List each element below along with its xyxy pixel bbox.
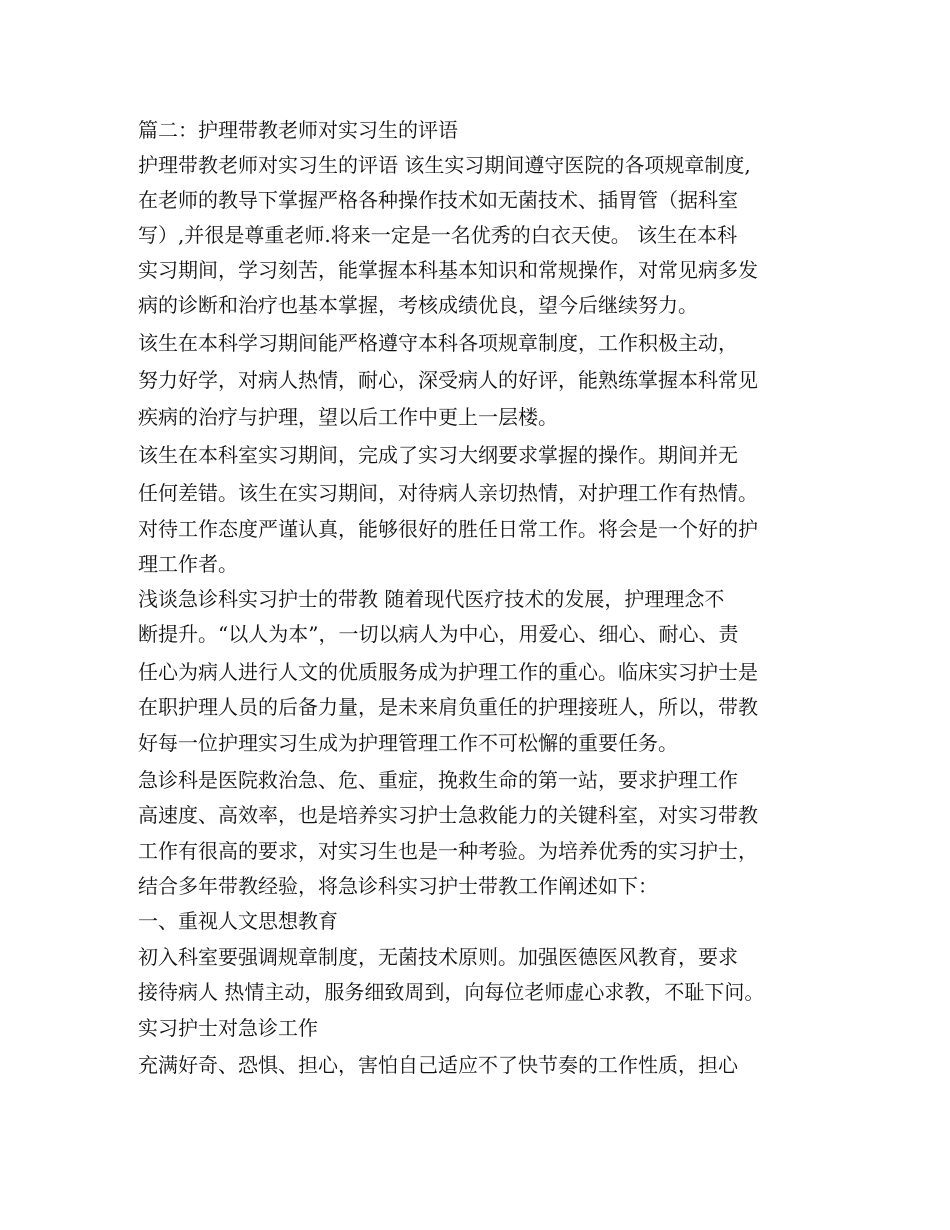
paragraph-line: 高速度、高效率，也是培养实习护士急救能力的关键科室，对实习带教 [138, 803, 758, 827]
paragraph-line: 急诊科是医院救治急、危、重症，挽救生命的第一站，要求护理工作 [138, 768, 738, 792]
paragraph-line: 护理带教老师对实习生的评语 该生实习期间遵守医院的各项规章制度, [138, 153, 751, 177]
paragraph-line: 断提升。“以人为本”，一切以病人为中心，用爱心、细心、耐心、责 [138, 622, 739, 646]
paragraph-line: 写）,并很是尊重老师.将来一定是一名优秀的白衣天使。 该生在本科 [138, 223, 738, 247]
paragraph-line: 好每一位护理实习生成为护理管理工作不可松懈的重要任务。 [138, 731, 678, 755]
paragraph-line: 初入科室要强调规章制度，无菌技术原则。加强医德医风教育，要求 [138, 945, 738, 969]
paragraph-line: 充满好奇、恐惧、担心，害怕自己适应不了快节奏的工作性质，担心 [138, 1053, 738, 1077]
paragraph-line: 结合多年带教经验，将急诊科实习护士带教工作阐述如下： [138, 874, 658, 898]
paragraph-line: 努力好学，对病人热情，耐心，深受病人的好评，能熟练掌握本科常见 [138, 368, 758, 392]
paragraph-line: 任何差错。该生在实习期间，对待病人亲切热情，对护理工作有热情。 [138, 481, 758, 505]
section-heading: 篇二：护理带教老师对实习生的评语 [138, 118, 458, 142]
subsection-heading: 一、重视人文思想教育 [138, 909, 338, 933]
paragraph-line: 理工作者。 [138, 552, 238, 576]
paragraph-line: 该生在本科学习期间能严格遵守本科各项规章制度，工作积极主动， [138, 331, 738, 355]
paragraph-line: 对待工作态度严谨认真，能够很好的胜任日常工作。将会是一个好的护 [138, 517, 758, 541]
paragraph-line: 实习期间，学习刻苦，能掌握本科基本知识和常规操作，对常见病多发 [138, 258, 758, 282]
paragraph-line: 工作有很高的要求，对实习生也是一种考验。为培养优秀的实习护士， [138, 839, 758, 863]
paragraph-line: 病的诊断和治疗也基本掌握，考核成绩优良，望今后继续努力。 [138, 293, 698, 317]
paragraph-line: 疾病的治疗与护理，望以后工作中更上一层楼。 [138, 405, 558, 429]
paragraph-line: 在职护理人员的后备力量，是未来肩负重任的护理接班人，所以，带教 [138, 695, 758, 719]
paragraph-line: 在老师的教导下掌握严格各种操作技术如无菌技术、插胃管（据科室 [138, 188, 738, 212]
paragraph-line: 浅谈急诊科实习护士的带教 随着现代医疗技术的发展，护理理念不 [138, 587, 725, 611]
paragraph-line: 实习护士对急诊工作 [138, 1016, 318, 1040]
paragraph-line: 接待病人 热情主动，服务细致周到，向每位老师虚心求教，不耻下问。 [138, 980, 765, 1004]
paragraph-line: 任心为病人进行人文的优质服务成为护理工作的重心。临床实习护士是 [138, 660, 758, 684]
paragraph-line: 该生在本科室实习期间，完成了实习大纲要求掌握的操作。期间并无 [138, 443, 738, 467]
